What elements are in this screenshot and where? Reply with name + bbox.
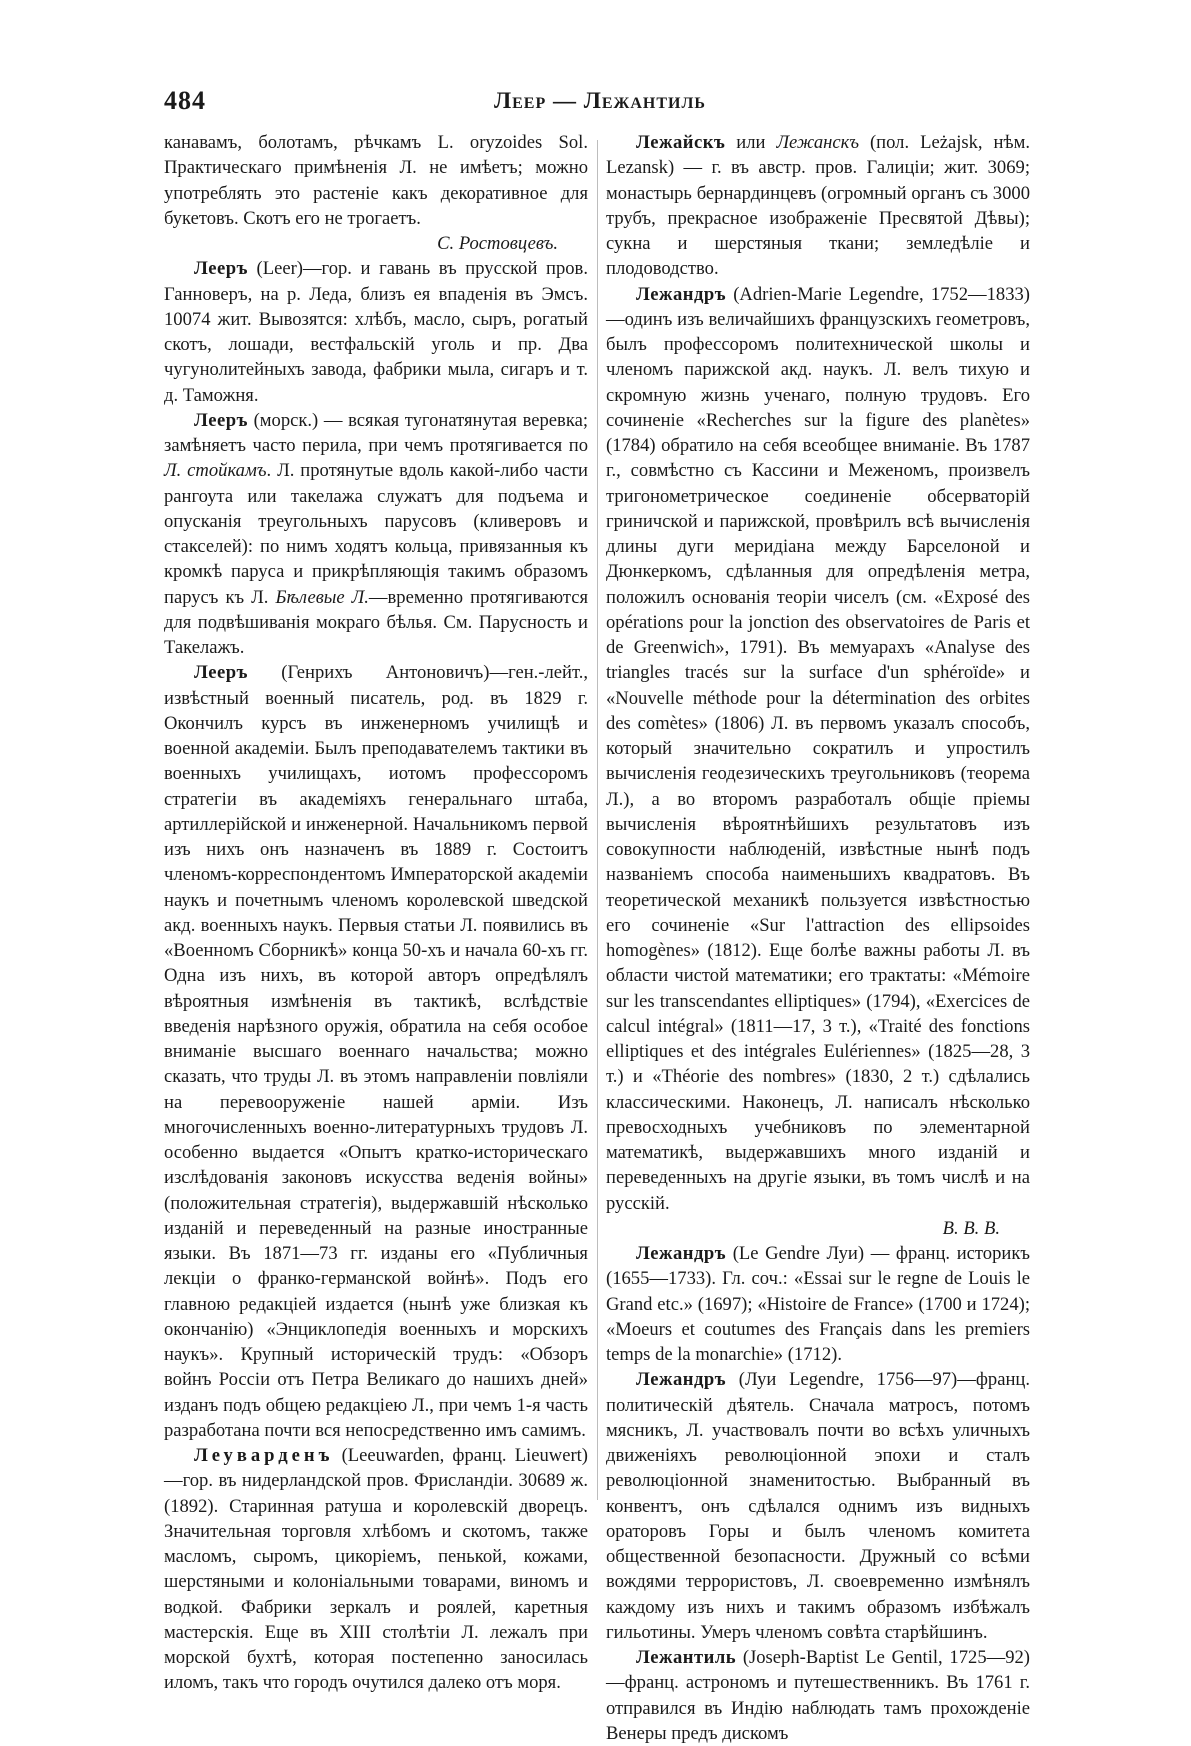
entry-legentil [606, 1645, 1030, 1746]
entry-text: (морск.) — всякая тугонатянутая веревка; замѣняетъ часто перила, при чемъ протягивается по [164, 409, 588, 456]
entry-text: —временно протягиваются для подвѣшиванія мокраго бѣлья. См. Парусность и Такелажъ. [164, 586, 588, 658]
entry-legendre-mathematician [606, 282, 1030, 1216]
left-column [164, 130, 588, 1696]
entry-text: (Луи Legendre, 1756—97)—франц. политическій дѣятель. Сначала матросъ, потомъ мясникъ, Л. участвовалъ почти во всѣхъ уличныхъ движеніяхъ революціонной эпохи и сталъ революціонной знаменитостью. Выбранный въ конвентъ, онъ сдѣлался однимъ изъ видныхъ ораторовъ Горы и былъ членомъ комитета общественной безопасности. Дружный со всѣми вождями террористовъ, Л. своевременно измѣнялъ каждому изъ нихъ и такимъ образомъ избѣжалъ гильотины. Умеръ членомъ совѣта старѣйшинъ. [606, 1369, 1030, 1643]
headword: Лежандръ [636, 1243, 727, 1264]
continuation-signature: С. Ростовцевъ. [437, 233, 558, 254]
headword: Лежантиль [636, 1647, 737, 1668]
headword: Лежандръ [636, 283, 727, 305]
entry-text: (Le Gendre Луи) — франц. историкъ (1655—1733). Гл. соч.: «Essai sur le regne de Louis le Grand etc.» (1697); «Histoire de France» (1700 и 1724); «Moeurs et coutumes des Français dans les premiers temps de la monarchie» (1712). [606, 1243, 1030, 1365]
entry-signature: В. В. В. [942, 1217, 1000, 1239]
entry-text: (Leeuwarden, франц. Lieuwert)—гор. въ нидерландской пров. Фрисландіи. 30689 ж. (1892). Старинная ратуша и королевскій дворецъ. Значительная торговля хлѣбомъ и скотомъ, также масломъ, сыромъ, цикоріемъ, пенькой, кожами, шерстяными и колоніальными товарами, виномъ и водкой. Фабрики зеркалъ и роялей, каретныя мастерскія. Еще въ XIII столѣтіи Л. лежалъ при морской бухтѣ, которая постепенно заносилась иломъ, такъ что городъ очутился далеко отъ моря. [164, 1445, 588, 1694]
right-column [606, 130, 1030, 1746]
entry-text: . Л. протянутые вдоль какой-либо части рангоута или такелажа служатъ для подъема и опусканія треугольныхъ парусовъ (кливеровъ и стакселей): по нимъ ходятъ кольца, привязанныя къ кромкѣ паруса и прикрѣпляющія такимъ образомъ парусъ къ Л. [164, 460, 589, 608]
entry-legendre-politician [606, 1367, 1030, 1645]
headword: Лееръ [194, 662, 248, 684]
entry-leer-person [164, 660, 588, 1443]
entry-leer-naval [164, 408, 588, 661]
entry-italic: Л. стойкамъ [164, 460, 267, 482]
headword: Лежандръ [636, 1369, 727, 1391]
entry-text: (Joseph-Baptist Le Gentil, 1725—92)—франц. астрономъ и путешественникъ. Въ 1761 г. отправился въ Индію наблюдать тамъ прохожденіе Венеры предъ дискомъ [606, 1647, 1030, 1744]
entry-leer-town [164, 256, 588, 408]
entry-lezhaisk [606, 130, 1030, 282]
continuation-paragraph: канавамъ, болотамъ, рѣчкамъ L. oryzoides Sol. Практическаго примѣненія Л. не имѣетъ; можно употреблять это растеніе какъ декоративное для букетовъ. Скотъ его не трогаетъ. [164, 132, 588, 229]
entry-leeuwarden [164, 1443, 588, 1696]
entry-text: (пол. Leżajsk, нѣм. Lezansk) — г. въ австр. пров. Галиціи; жит. 3069; монастырь бернардинцевъ (огромный органъ съ 3000 трубъ, прекрасное изображеніе Пресвятой Дѣвы); сукна и шерстяныя ткани; земледѣліе и плодоводство. [606, 132, 1030, 280]
entry-text: (Leer)—гор. и гавань въ прусской пров. Ганноверъ, на р. Леда, близъ ея впаденія въ Эмсъ. 10074 жит. Вывозятся: хлѣбъ, масло, сыръ, рогатый скотъ, лошади, вестфальскій уголь и пр. Два чугунолитейныхъ завода, фабрики мыла, сигаръ и т. д. Таможня. [164, 258, 588, 406]
page-number: 484 [164, 86, 206, 115]
headword: Лежайскъ [636, 132, 726, 153]
entry-text: (Генрихъ Антоновичъ)—ген.-лейт., извѣстный военный писатель, род. въ 1829 г. Окончилъ курсъ въ инженерномъ училищѣ и военной академіи. Былъ преподавателемъ тактики въ военныхъ училищахъ, иотомъ профессоромъ стратегіи въ академіяхъ генеральнаго штаба, артиллерійской и инженерной. Начальникомъ первой изъ нихъ онъ назначенъ въ 1889 г. Состоитъ членомъ-корреспондентомъ Императорской академіи наукъ и почетнымъ членомъ королевской шведской акд. военныхъ наукъ. Первыя статьи Л. появились въ «Военномъ Сборникѣ» конца 50-хъ и начала 60-хъ гг. Одна изъ нихъ, въ которой авторъ опредѣлялъ вѣроятныя измѣненія въ тактикѣ, вслѣдствіе введенія нарѣзного оружія, обратила на себя особое вниманіе высшаго военнаго начальства; можно сказать, что труды Л. въ этомъ направленіи повліяли на перевооруженіе нашей арміи. Изъ многочисленныхъ военно-литературныхъ трудовъ Л. особенно выдается «Опытъ кратко-историческаго изслѣдованія законовъ искусства веденія войны» (положительная стратегія), выдержавшій нѣсколько изданій и переведенный на разные иностранные языки. Въ 1871—73 гг. изданы его «Публичныя лекціи о франко-германской войнѣ». Подъ его главною редакціей издается (нынѣ уже близкая къ окончанію) «Энциклопедія военныхъ и морскихъ наукъ». Крупный историческій трудъ: «Обзоръ войнъ Россіи отъ Петра Великаго до нашихъ дней» изданъ подъ общею редакціею Л., при чемъ 1-я часть разработана почти вся непосредственно имъ самимъ. [164, 662, 588, 1441]
headword: Лееръ [194, 409, 248, 431]
entry-italic: Лежанскъ [776, 132, 859, 153]
column-divider [597, 140, 598, 1500]
headword: Лееръ [194, 258, 248, 280]
entry-text: (Adrien-Marie Legendre, 1752—1833)—одинъ изъ величайшихъ французскихъ геометровъ, былъ профессоромъ политехнической школы и членомъ парижской акд. наукъ. Л. велъ тихую и скромную жизнь ученаго, полную трудовъ. Его сочиненіе «Recherches sur la figure des planètes» (1784) обратило на себя всеобщее вниманіе. Въ 1787 г., совмѣстно съ Кассини и Меженомъ, произвелъ тригонометрическое соединеніе обсерваторій гриничской и парижской, провѣрилъ всѣ вычисленія длины дуги меридіана между Барселоной и Дюнкеркомъ, сдѣланныя для опредѣленія метра, положилъ основанія теоріи чиселъ (см. «Exposé des opérations pour la jonction des observatoires de Paris et de Greenwich», 1791). Въ мемуарахъ «Analyse des triangles tracés sur la surface d'un sphéroïde» и «Nouvelle méthode pour la détermination des orbites des comètes» (1806) Л. въ первомъ указалъ способъ, который значительно сократилъ и упростилъ вычисленія геодезическихъ треугольниковъ (теорема Л.), а во второмъ разработалъ общіе пріемы вычисленія вѣроятнѣйшихъ результатовъ изъ совокупности наблюденій, извѣстные нынѣ подъ названіемъ способа наименьшихъ квадратовъ. Въ теоретической механикѣ пользуется извѣстностью его сочиненіе «Sur l'attraction des ellipsoides homogènes» (1812). Еще болѣе важны работы Л. въ области чистой математики; его трактаты: «Mémoire sur les transcendantes elliptiques» (1794), «Exercices de calcul intégral» (1811—17, 3 т.), «Traité des fonctions elliptiques et des intégrales Eulériennes» (1825—28, 3 т.) и «Théorie des nombres» (1830, 2 т.) сдѣлались классическими. Наконецъ, Л. написалъ нѣсколько превосходныхъ учебниковъ по элементарной математикѣ, выдержавшихъ много изданій и переведенныхъ на другіе языки, въ томъ числѣ и на русскій. [606, 283, 1030, 1214]
entry-text: или [736, 132, 766, 153]
entry-legendre-historian [606, 1241, 1030, 1367]
headword: Леуварденъ [194, 1445, 334, 1466]
page-running-title: Леер — Лежантиль [493, 88, 706, 113]
entry-italic: Бѣлевые Л. [275, 586, 369, 608]
